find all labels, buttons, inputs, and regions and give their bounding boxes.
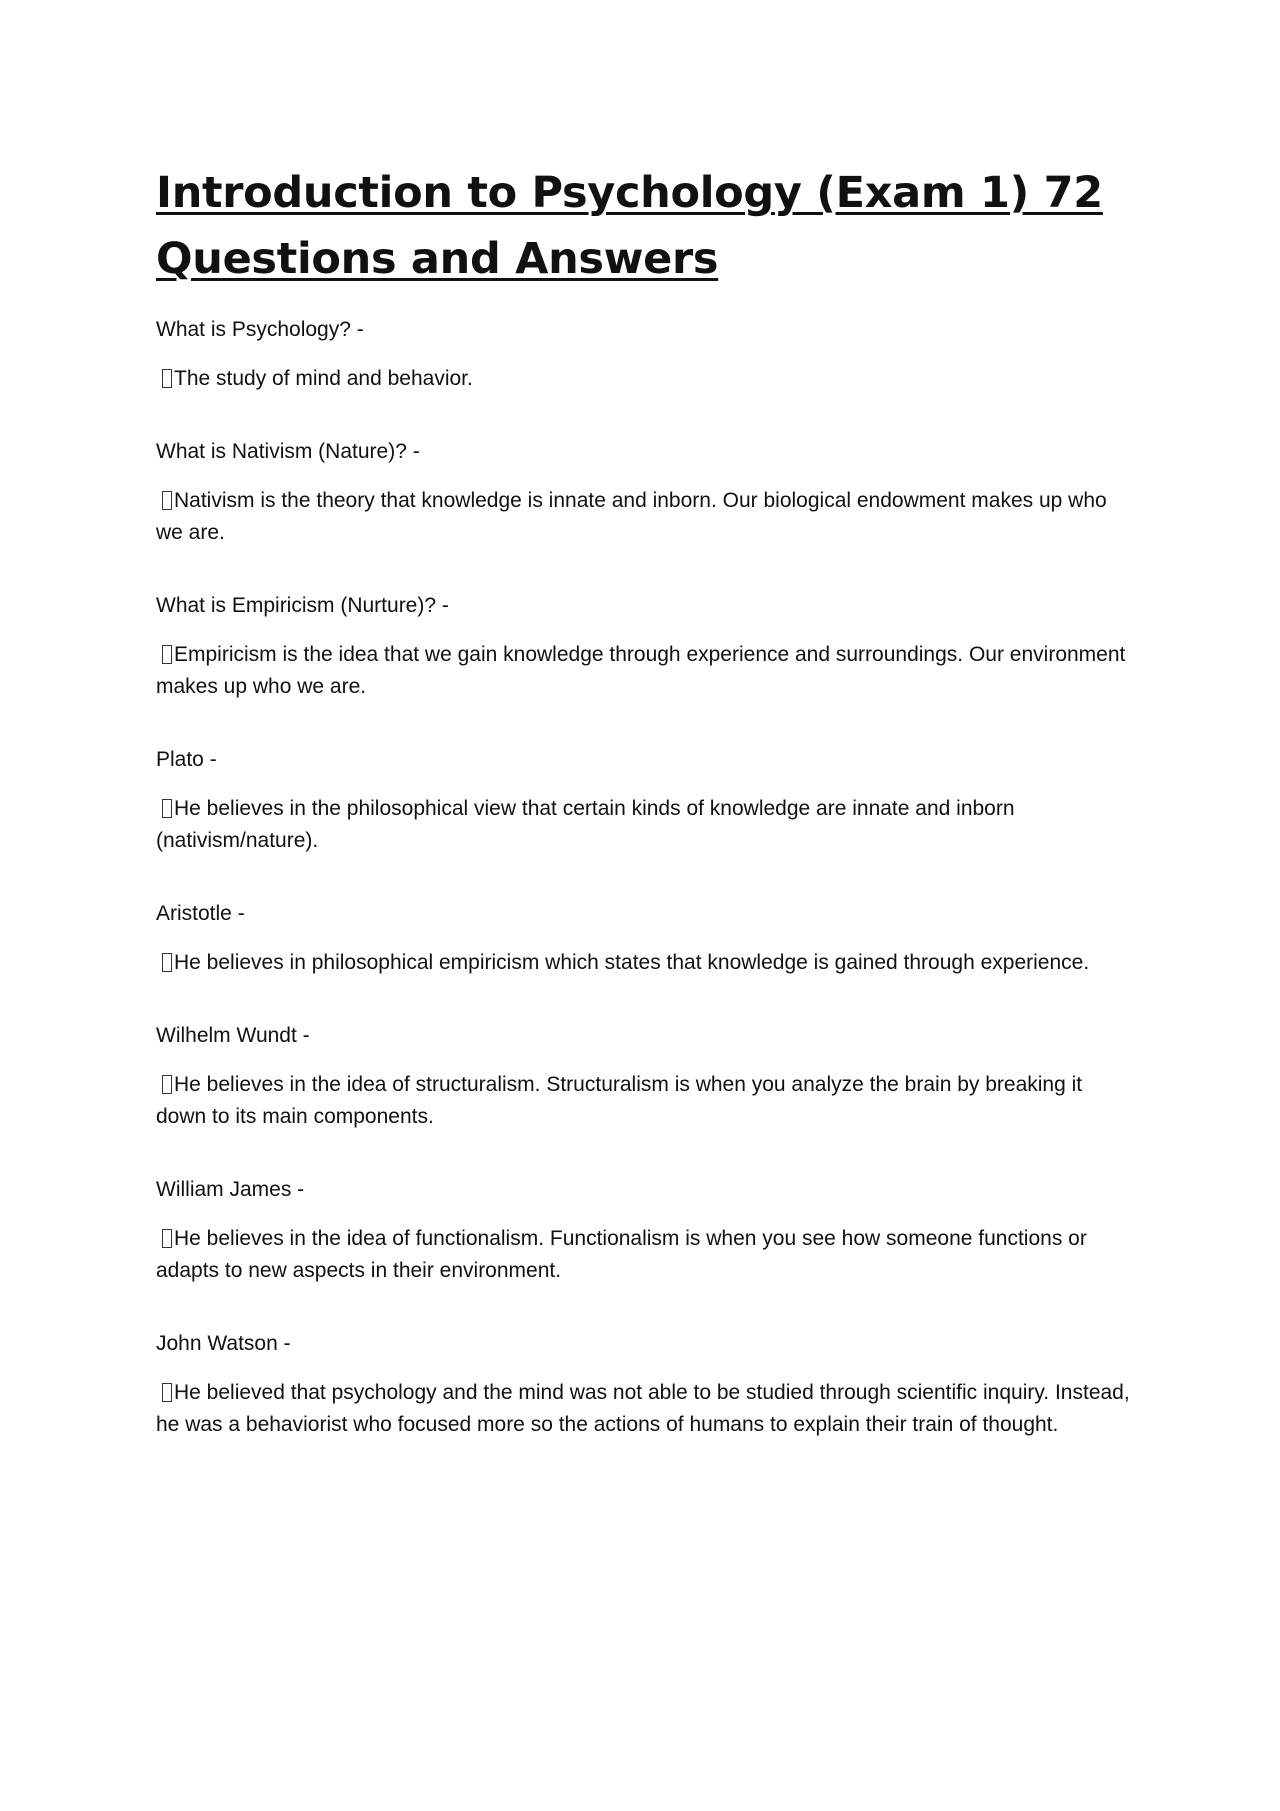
answer-text: The study of mind and behavior. <box>174 367 473 390</box>
answer-text: Empiricism is the idea that we gain knowledge through experience and surroundings. Our environment makes up who we are. <box>156 643 1126 698</box>
question-text: Plato - <box>156 748 217 771</box>
question-text: Aristotle - <box>156 902 245 925</box>
question-text: What is Psychology? - <box>156 318 364 341</box>
missing-glyph-icon <box>162 1383 172 1402</box>
question-text: William James - <box>156 1178 305 1201</box>
document-content <box>156 160 1136 1482</box>
qa-item <box>156 1020 1136 1133</box>
qa-item <box>156 744 1136 857</box>
missing-glyph-icon <box>162 1075 172 1094</box>
question-text: What is Nativism (Nature)? - <box>156 440 420 463</box>
qa-item <box>156 590 1136 703</box>
qa-item <box>156 1328 1136 1441</box>
qa-item <box>156 1174 1136 1287</box>
question-text: What is Empiricism (Nurture)? - <box>156 594 449 617</box>
answer-paragraph <box>156 639 1136 703</box>
document-title: Introduction to Psychology (Exam 1) 72 Questions and Answers <box>156 168 1103 284</box>
qa-list <box>156 314 1136 1441</box>
answer-paragraph <box>156 363 1136 395</box>
answer-text: He believed that psychology and the mind was not able to be studied through scientific inquiry. Instead, he was a behaviorist who focused more so the actions of humans to explain their train of thought. <box>156 1381 1130 1436</box>
qa-item <box>156 898 1136 979</box>
answer-text: He believes in the idea of functionalism. Functionalism is when you see how someone functions or adapts to new aspects in their environment. <box>156 1227 1087 1282</box>
missing-glyph-icon <box>162 799 172 818</box>
answer-paragraph <box>156 485 1136 549</box>
answer-paragraph <box>156 1223 1136 1287</box>
answer-paragraph <box>156 947 1136 979</box>
missing-glyph-icon <box>162 645 172 664</box>
answer-paragraph <box>156 1069 1136 1133</box>
missing-glyph-icon <box>162 953 172 972</box>
qa-item <box>156 436 1136 549</box>
answer-text: He believes in the philosophical view that certain kinds of knowledge are innate and inborn (nativism/nature). <box>156 797 1015 852</box>
missing-glyph-icon <box>162 369 172 388</box>
question-text: John Watson - <box>156 1332 291 1355</box>
missing-glyph-icon <box>162 1229 172 1248</box>
answer-text: He believes in the idea of structuralism. Structuralism is when you analyze the brain by breaking it down to its main components. <box>156 1073 1083 1128</box>
answer-paragraph <box>156 793 1136 857</box>
qa-item <box>156 314 1136 395</box>
missing-glyph-icon <box>162 491 172 510</box>
answer-text: Nativism is the theory that knowledge is innate and inborn. Our biological endowment makes up who we are. <box>156 489 1107 544</box>
question-text: Wilhelm Wundt - <box>156 1024 310 1047</box>
answer-text: He believes in philosophical empiricism which states that knowledge is gained through experience. <box>174 951 1090 974</box>
answer-paragraph <box>156 1377 1136 1441</box>
